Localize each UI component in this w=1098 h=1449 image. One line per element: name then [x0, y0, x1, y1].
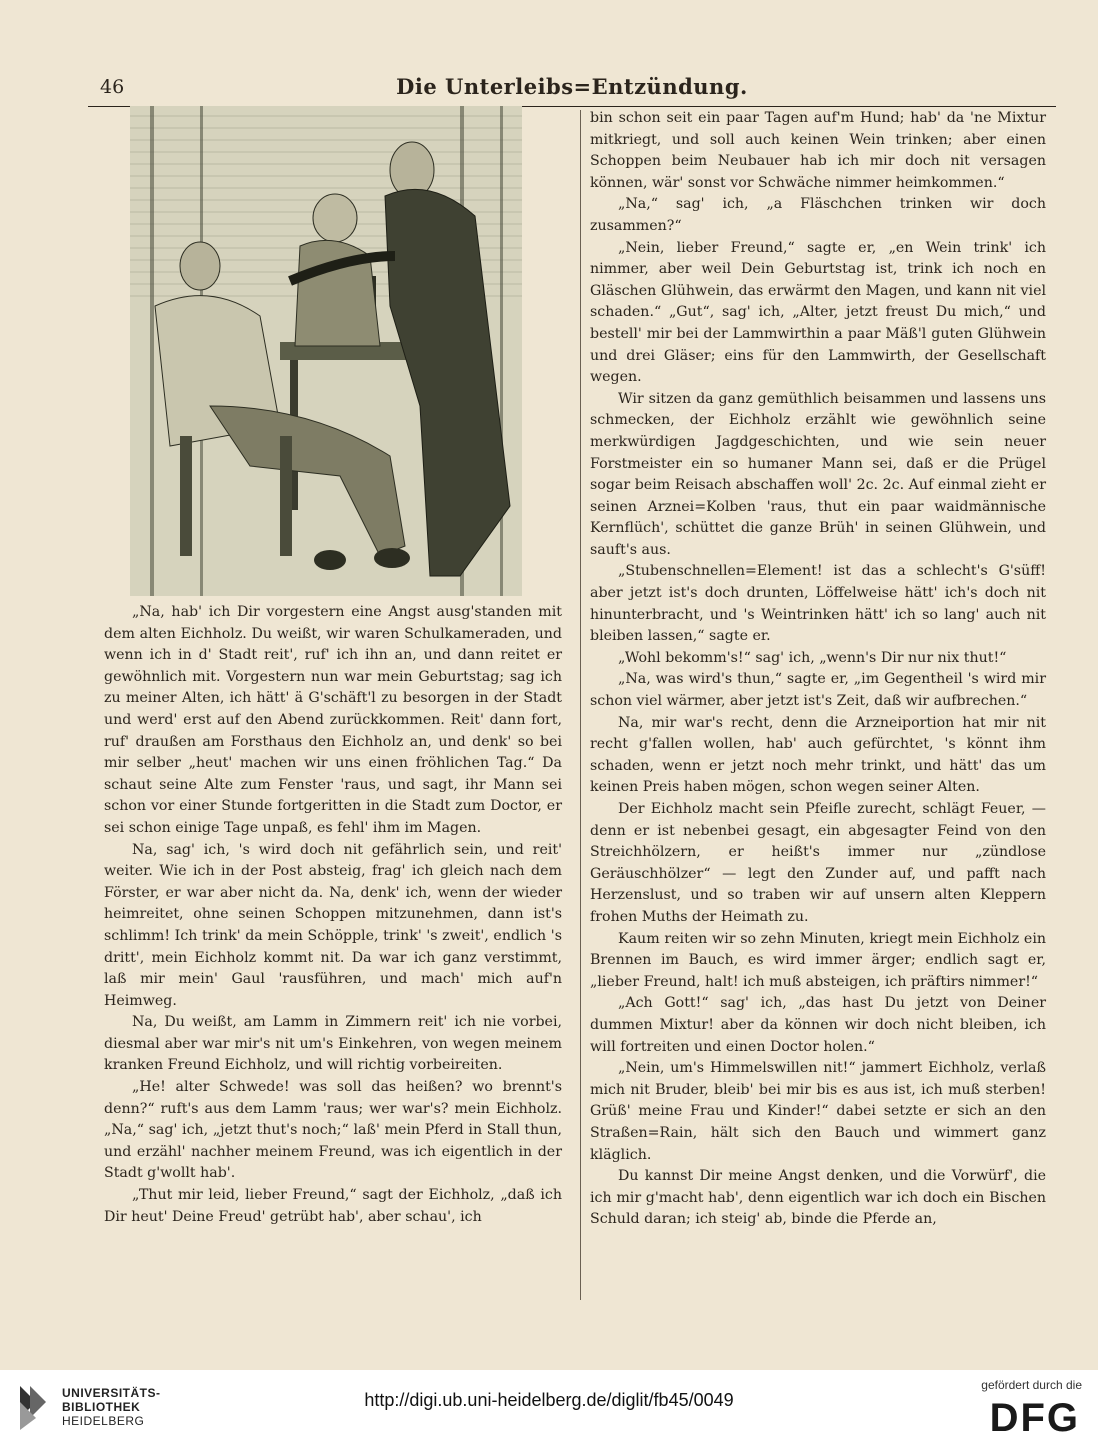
left-text-column: [104, 602, 562, 1228]
paragraph: „Thut mir leid, lieber Freund,“ sagt der Eichholz, „daß ich Dir heut' Deine Freud' getrübt hab', aber schau', ich: [104, 1187, 562, 1225]
engraving-illustration-icon: [130, 106, 522, 596]
paragraph: „Stubenschnellen=Element! ist das a schlecht's G'süff! aber jetzt ist's doch drunten, Löffelweise hätt' ich's doch nit hinunterbracht, und 's Weintrinken hätt' ich so lang' auch nit bleiben lassen,“ sagte er.: [590, 563, 1046, 645]
paragraph: Du kannst Dir meine Angst denken, und die Vorwürf', die ich mir g'macht hab', denn eigentlich war ich doch ein Bischen Schuld daran; ich steig' ab, binde die Pferde an,: [590, 1168, 1046, 1228]
library-name-line3: HEIDELBERG: [62, 1414, 145, 1428]
page-header: [88, 72, 1056, 107]
library-name-line1: UNIVERSITÄTS-: [62, 1386, 161, 1400]
paragraph: Der Eichholz macht sein Pfeifle zurecht, schlägt Feuer, — denn er ist nebenbei gesagt, ein abgesagter Feind von den Streichhölzern, er heißt's immer nur „zündlose Geräuschhölzer“ — legt den Zunder auf, und pafft nach Herzenslust, und so traben wir auf unsern alten Kleppern frohen Muths der Heimath zu.: [590, 801, 1046, 925]
paragraph: „Wohl bekomm's!“ sag' ich, „wenn's Dir nur nix thut!“: [618, 649, 1007, 666]
viewer-footer: [0, 1370, 1098, 1449]
permalink-url[interactable]: http://digi.ub.uni-heidelberg.de/diglit/fb45/0049: [364, 1390, 734, 1410]
paragraph: Na, Du weißt, am Lamm in Zimmern reit' ich nie vorbei, diesmal aber war mir's nit um's Einkehren, von wegen meinem kranken Freund Eichholz, und will richtig vorbeireiten.: [104, 1014, 562, 1074]
paragraph: „Na,“ sag' ich, „a Fläschchen trinken wir doch zusammen?“: [590, 196, 1046, 234]
funder-note: gefördert durch die: [981, 1378, 1082, 1392]
paragraph: „He! alter Schwede! was soll das heißen? wo brennt's denn?“ ruft's aus dem Lamm 'raus; wer war's? mein Eichholz. „Na,“ sag' ich, „jetzt thut's noch;“ laß' mein Pferd in Stall thun, und erzähl' nachher meinem Freund, was ich eigentlich in der Stadt g'wollt hab'.: [104, 1079, 562, 1182]
paragraph: „Nein, um's Himmelswillen nit!“ jammert Eichholz, verlaß mich nit Bruder, bleib' bei mir bis es aus ist, ich muß sterben! Grüß' meine Frau und Kinder!“ dabei setzte er sich an den Straßen=Rain, hält sich den Bauch und wimmert ganz kläglich.: [590, 1060, 1046, 1163]
paragraph: Kaum reiten wir so zehn Minuten, kriegt mein Eichholz ein Brennen im Bauch, es wird immer ärger; endlich sagt er, „lieber Freund, halt! ich muß absteigen, ich präftirs nimmer!“: [590, 930, 1046, 990]
column-divider: [580, 110, 581, 1300]
paragraph: bin schon seit ein paar Tagen auf'm Hund; hab' da 'ne Mixtur mitkriegt, und soll auch keinen Wein trinken; aber einen Schoppen beim Neubauer hab ich mir doch nit versagen können, wär' sonst vor Schwäche nimmer heimkommen.“: [590, 110, 1046, 191]
paragraph: Na, mir war's recht, denn die Arzneiportion hat mir nit recht g'fallen wollen, hab' auch gefürchtet, 's könnt ihm schaden, wenn er jetzt noch mehr trinkt, und hätt' das um keinen Preis haben mögen, schon wegen seiner Alten.: [590, 714, 1046, 796]
paragraph: „Ach Gott!“ sag' ich, „das hast Du jetzt von Deiner dummen Mixtur! aber da können wir doch nicht bleiben, ich will fortreiten und einen Doctor holen.“: [590, 995, 1046, 1055]
paragraph: „Na, was wird's thun,“ sagte er, „im Gegentheil 's wird mir schon viel wärmer, aber jetzt ist's Zeit, daß wir aufbrechen.“: [590, 671, 1046, 710]
dfg-logo: DFG: [989, 1396, 1080, 1440]
paragraph: Na, sag' ich, 's wird doch nit gefährlich sein, und reit' weiter. Wie ich in der Post absteig, frag' ich gleich nach dem Förster, er war aber nicht da. Na, denk' ich, wenn der wieder heimreitet, ohne seinen Schoppen mitzunehmen, dann ist's schlimm! Ich trink' da mein Schöpple, trink' 's zweit', endlich 's dritt', mein Eichholz kommt nit. Da war ich ganz verstimmt, laß mir mein' Gaul 'rausführen, und mach' mich auf'n Heimweg.: [104, 841, 562, 1009]
page-number: 46: [100, 76, 125, 98]
tavern-illustration: [130, 106, 522, 596]
paragraph: „Nein, lieber Freund,“ sagte er, „en Wein trink' ich nimmer, aber weil Dein Geburtstag ist, trink ich noch en Gläschen Glühwein, das erwärmt den Magen, und kann nit viel schaden.“ „Gut“, sag' ich, „Alter, jetzt freust Du mich,“ und bestell' mir bei der Lammwirthin a paar Mäß'l guten Glühwein und drei Gläser; eins für den Lammwirth, der Gesellschaft wegen.: [590, 239, 1046, 386]
running-title: Die Unterleibs=Entzündung.: [396, 74, 748, 99]
paragraph: Wir sitzen da ganz gemüthlich beisammen und lassens uns schmecken, der Eichholz erzählt wie gewöhnlich seine merkwürdigen Jagdgeschichten, und wie sein neuer Forstmeister ein so humaner Mann sei, daß er die Prügel sogar beim Reisach abschaffen woll' 2c. 2c. Auf einmal zieht er seinen Arznei=Kolben 'raus, thut ein paar waidmännische Kernflüch', schüttet die ganze Brüh' in seinen Glühwein, und sauft's aus.: [590, 390, 1046, 558]
library-name-line2: BIBLIOTHEK: [62, 1400, 141, 1414]
right-text-column: [590, 108, 1046, 1231]
paragraph: „Na, hab' ich Dir vorgestern eine Angst ausg'standen mit dem alten Eichholz. Du weißt, wir waren Schulkameraden, und wenn ich in d' Stadt reit', ruf' ich ihn an, und dann reitet er gewöhnlich mit. Vorgestern nun war mein Geburtstag; sag ich zu meiner Alten, ich hätt' ä G'schäft'l zu besorgen in der Stadt und werd' erst auf den Abend zurückkommen. Reit' dann fort, ruf' draußen am Forsthaus den Eichholz an, und denk' so bei mir selber „heut' machen wir uns einen fröhlichen Tag.“ Da schaut seine Alte zum Fenster 'raus, und sagt, ihr Mann sei schon vor einer Stunde fortgeritten in die Stadt zum Doctor, er sei schon einige Tage unpaß, es fehl' ihm im Magen.: [104, 604, 562, 836]
